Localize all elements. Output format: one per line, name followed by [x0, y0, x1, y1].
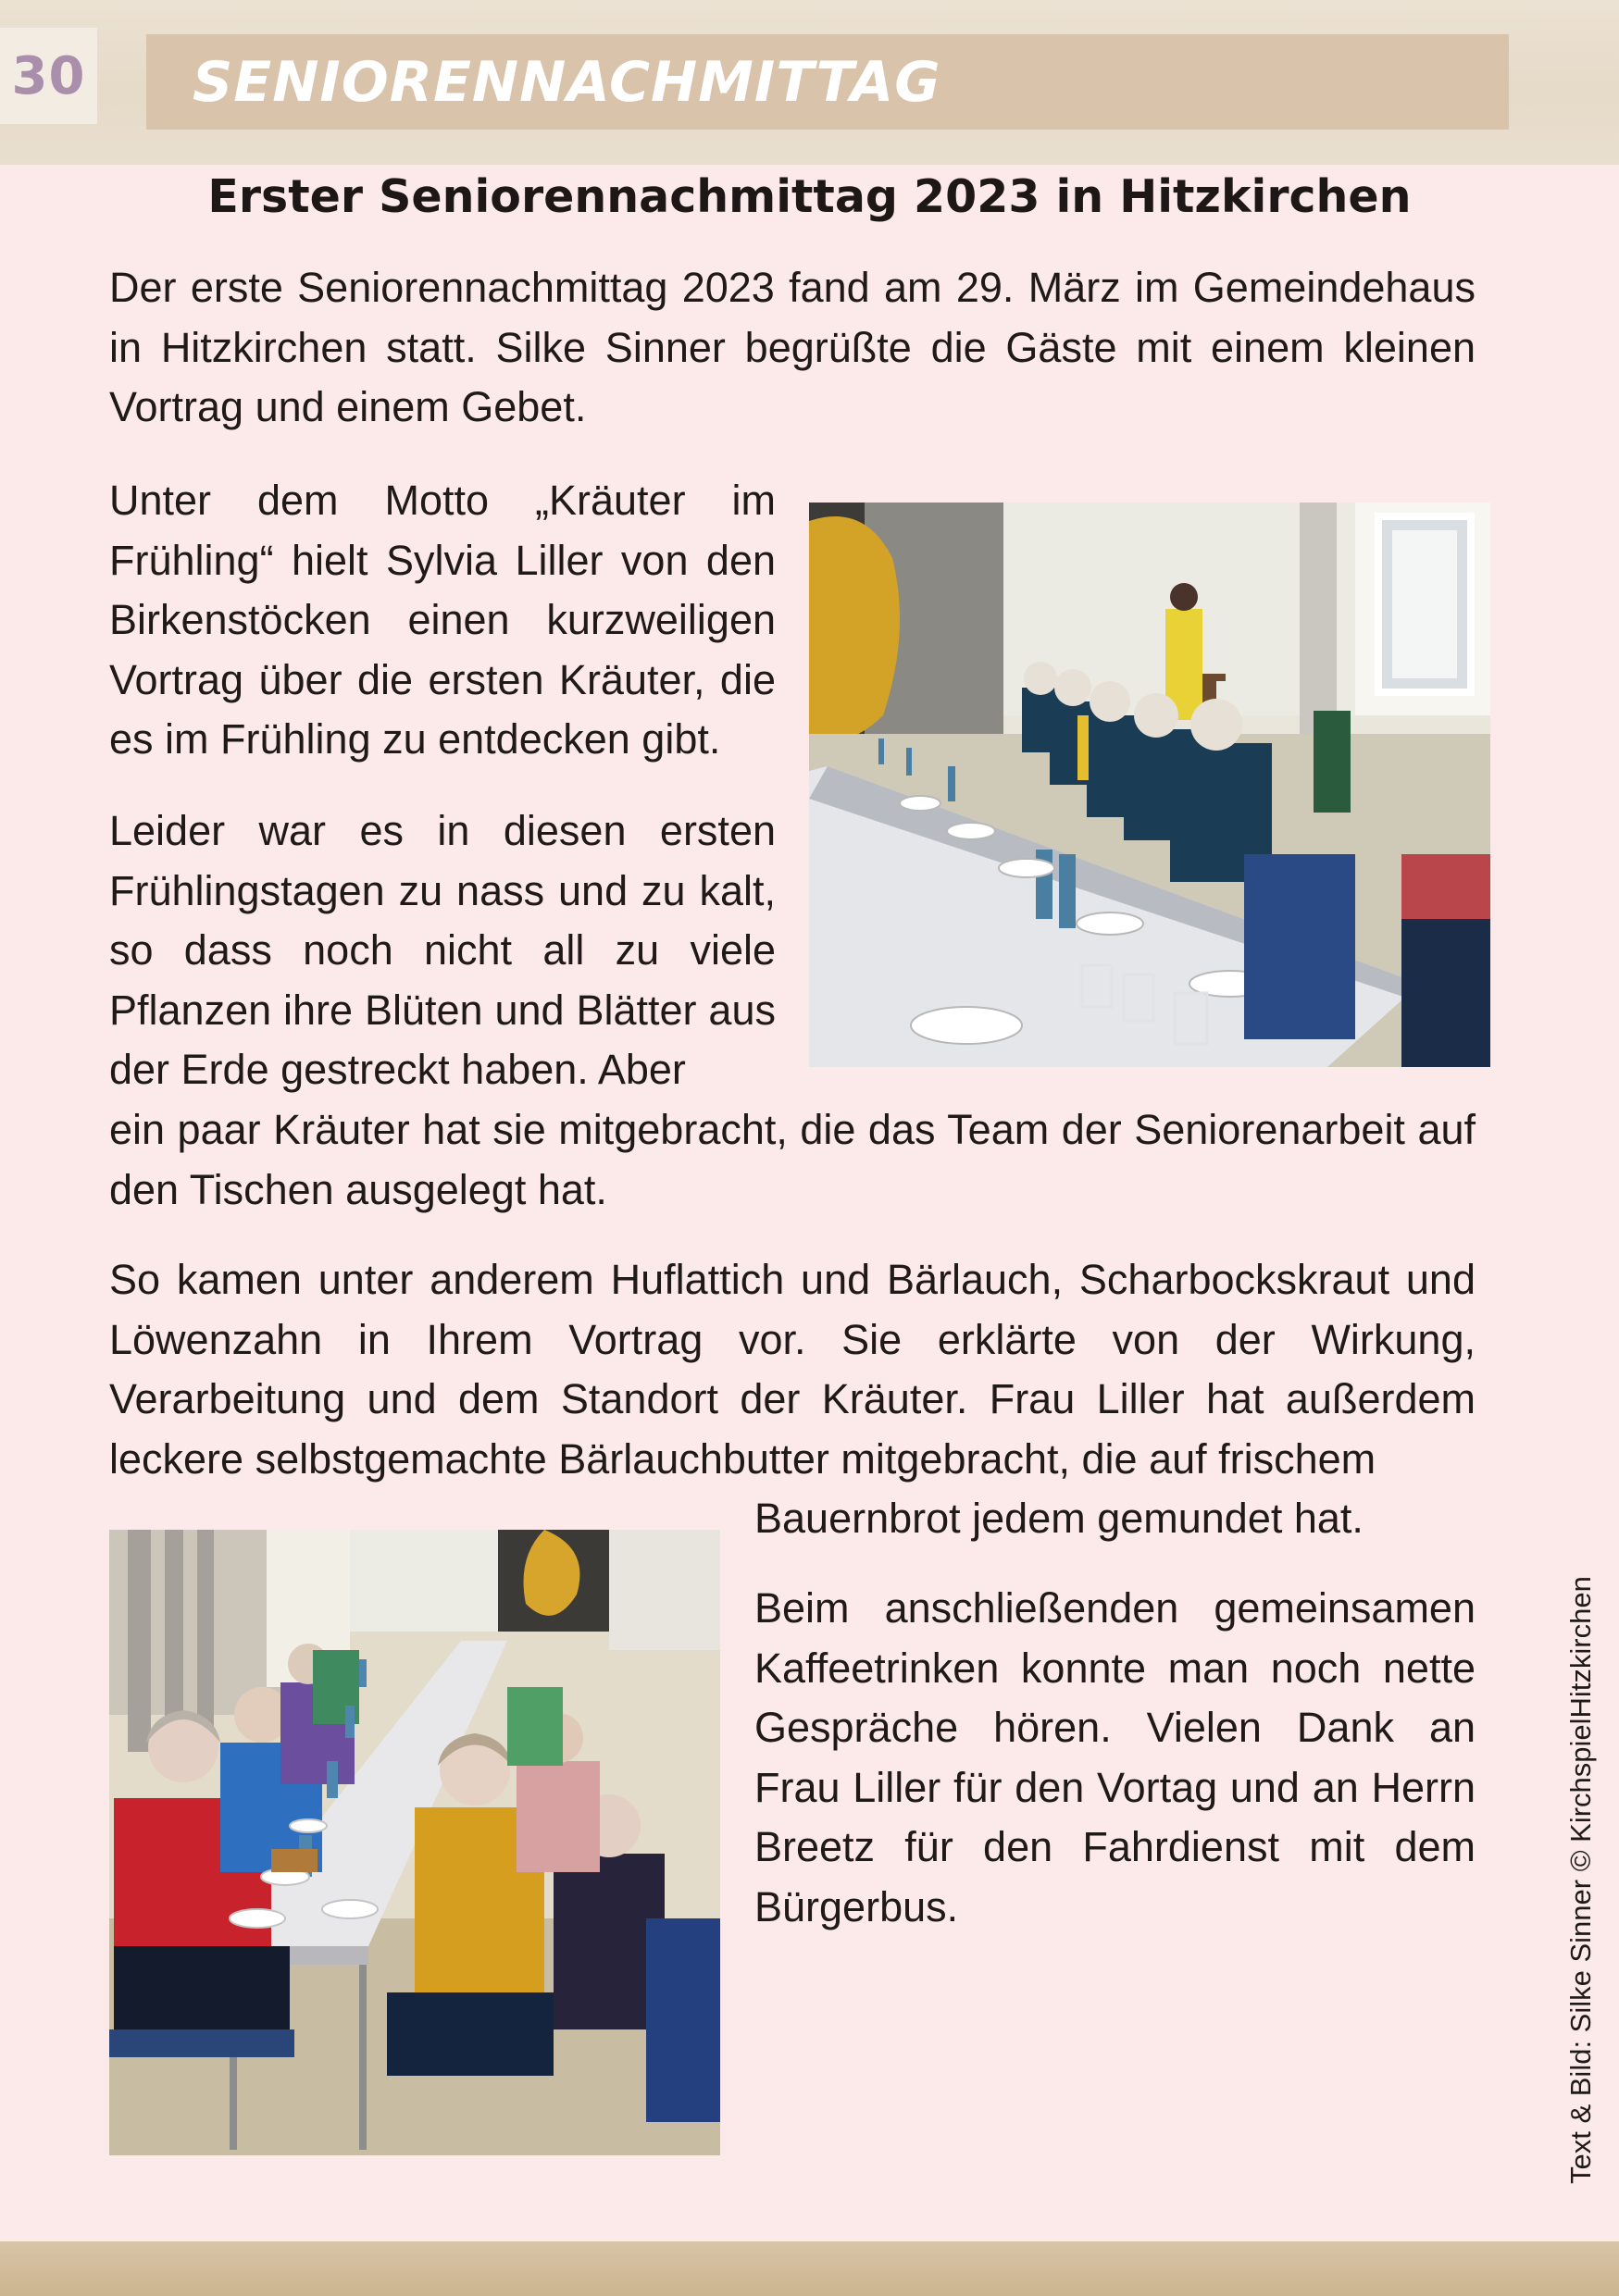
paragraph-4-end: Bauernbrot jedem gemundet hat. — [754, 1495, 1364, 1542]
section-banner — [146, 34, 1509, 130]
paragraph-4: So kamen unter anderem Huflattich und Bärlauch, Scharbockskraut und Löwenzahn in Ihrem Vortrag vor. Sie erklärte von der Wirkung, Verarbeitung und dem Standort der Kräuter. Frau Liller hat außerdem leckere selbstgemachte Bärlauchbutter mitgebracht, die auf frischem — [109, 1256, 1476, 1483]
photo-lecture-illustration — [809, 503, 1490, 1067]
paragraph-3-wrapped: Leider war es in diesen ersten Frühlingstagen zu nass und zu kalt, so dass noch nicht all zu viele Pflanzen ihre Blüten und Blätter aus der Erde gestreckt haben. Aber — [109, 807, 776, 1094]
paragraph-1: Der erste Seniorennachmittag 2023 fand am 29. März im Gemeindehaus in Hitzkirchen statt. Silke Sinner begrüßte die Gäste mit einem kleinen Vortrag und einem Gebet. — [109, 264, 1476, 431]
photo-lecture — [809, 503, 1490, 1067]
footer-band — [0, 2241, 1619, 2296]
photo-credit: Text & Bild: Silke Sinner © KirchspielHitzkirchen — [1564, 1576, 1597, 2184]
paragraph-3-continued: ein paar Kräuter hat sie mitgebracht, die das Team der Seniorenarbeit auf den Tischen ausgelegt hat. — [109, 1106, 1476, 1213]
photo-coffee-illustration — [109, 1530, 720, 2155]
page-number: 30 — [11, 45, 86, 106]
paragraph-2: Unter dem Motto „Kräuter im Frühling“ hielt Sylvia Liller von den Birkenstöcken einen kurzweiligen Vortrag über die ersten Kräuter, die es im Frühling zu entdecken gibt. — [109, 477, 776, 763]
photo-coffee — [109, 1530, 720, 2155]
page-number-box — [0, 28, 97, 124]
article-title: Erster Seniorennachmittag 2023 in Hitzkirchen — [207, 170, 1412, 223]
paragraph-5: Beim anschließenden gemeinsamen Kaffeetrinken konnte man noch nette Gespräche hören. Vielen Dank an Frau Liller für den Vortag und an Herrn Breetz für den Fahrdienst mit dem Bürgerbus. — [754, 1584, 1476, 1930]
section-title: SENIORENNACHMITTAG — [193, 49, 941, 115]
